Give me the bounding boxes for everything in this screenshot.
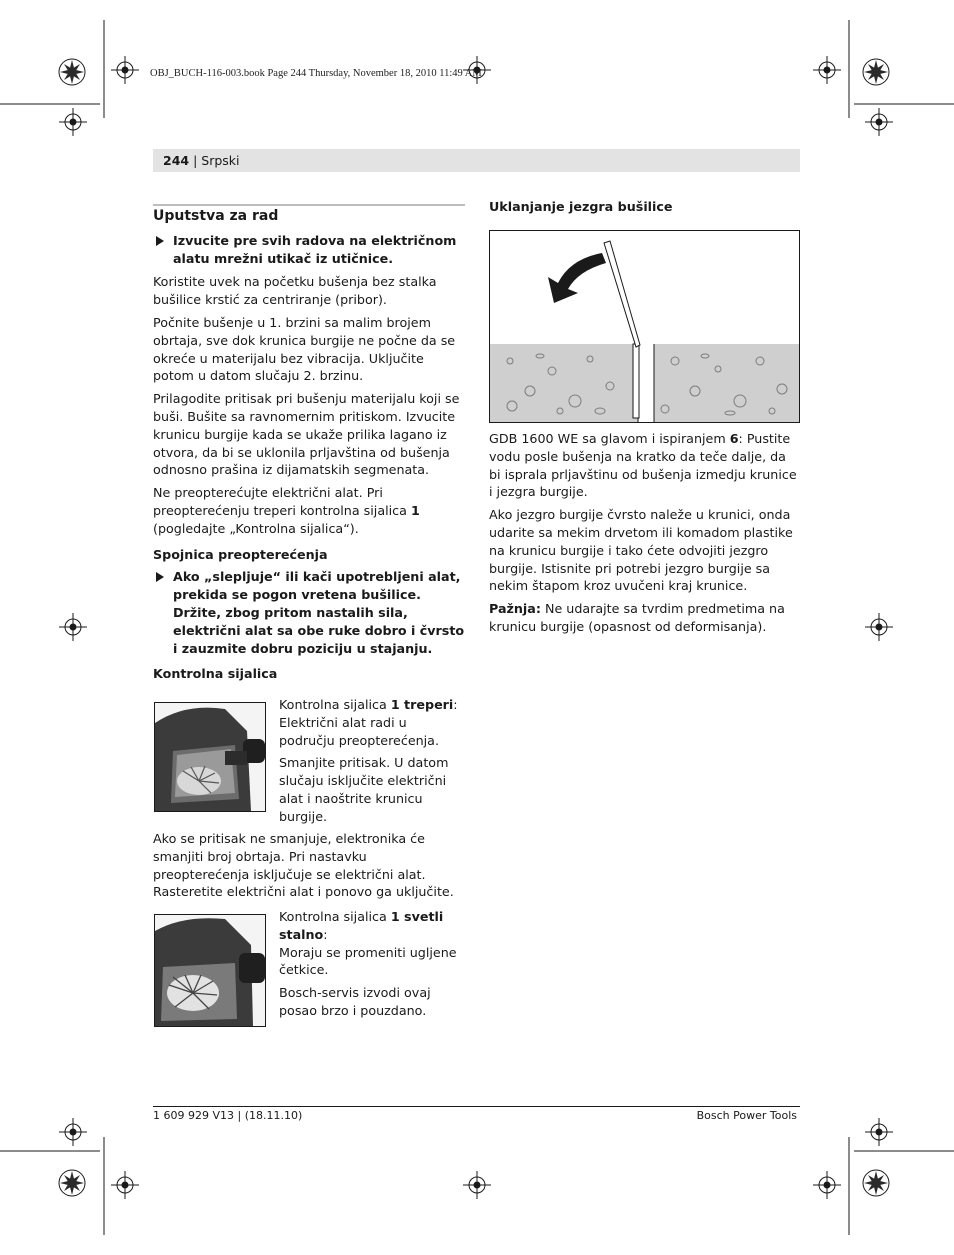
- paragraph-rinse: [489, 430, 801, 501]
- bullet-clutch-text: Ako „slepljuje“ ili kači upotrebljeni alat, prekida se pogon vretena bušilice. Držite, zbog pritom nastalih sila, električni alat sa obe ruke dobro i čvrsto i zauzmite dobru poziciju u stajanju.: [173, 569, 465, 656]
- lamp1-prefix: Kontrolna sijalica: [279, 697, 391, 712]
- indicator-steady-illustration: [154, 914, 266, 1027]
- subheading-indicator: Kontrolna sijalica: [153, 666, 278, 682]
- overload-text-2: (pogledajte „Kontrolna sijalica“).: [153, 520, 359, 536]
- indicator-blinking-action: Smanjite pritisak. U datom slučaju isključite električni alat i naoštrite krunicu burgije.: [279, 755, 449, 824]
- overload-ref: 1: [410, 502, 420, 518]
- tool-indicator-image: [155, 703, 265, 811]
- section-title: Uputstva za rad: [153, 208, 279, 224]
- bullet-arrow-icon: [156, 572, 164, 582]
- indicator-steady-action: Bosch-servis izvodi ovaj posao brzo i pouzdano.: [279, 985, 431, 1018]
- section-rule: [153, 204, 465, 206]
- right-column: [489, 430, 801, 641]
- core-removal-illustration: [489, 230, 800, 423]
- print-info: OBJ_BUCH-116-003.book Page 244 Thursday, November 18, 2010 11:49 AM: [150, 68, 482, 79]
- paragraph-core-stuck: Ako jezgro burgije čvrsto naleže u krunici, onda udarite sa mekim drvetom ili komadom plastike na krunicu burgije i tako ćete odvojiti jezgro burgije. Istisnite pri potrebi jezgro burgije sa nekim štapom kroz uvučeni kraj krunice.: [489, 507, 793, 594]
- page-number: 244: [163, 153, 190, 168]
- paragraph-overload: [153, 484, 465, 537]
- overload-text-1: Ne preopterećujte električni alat. Pri preopterećenju treperi kontrolna sijalica: [153, 485, 411, 518]
- bullet-unplug-text: Izvucite pre svih radova na električnom alatu mrežni utikač iz utičnice.: [173, 232, 457, 266]
- subheading-clutch: Spojnica preopterećenja: [153, 546, 328, 562]
- lamp1-suffix: :: [453, 697, 458, 712]
- paragraph-start-drilling: Počnite bušenje u 1. brzini sa malim brojem obrtaja, sve dok krunica burgije ne počne da se okreće u materijalu bez vibracija. Uključite potom u datom slučaju 2. brzinu.: [153, 314, 456, 384]
- lamp2-bold: 1 svetli stalno: [279, 909, 444, 942]
- lamp2-suffix: :: [323, 926, 328, 942]
- left-column: [153, 208, 465, 688]
- paragraph-electronics-text: Ako se pritisak ne smanjuje, elektronika će smanjiti broj obrtaja. Pri nastavku preopterećenja isključuje se električni alat. Rasteretite električni alat i ponovo ga uključite.: [153, 831, 454, 900]
- indicator-blinking-illustration: [154, 702, 266, 812]
- header-language: Srpski: [201, 153, 240, 168]
- lamp2-prefix: Kontrolna sijalica: [279, 909, 391, 924]
- indicator-blinking-label: [279, 696, 465, 714]
- footer-rule: [153, 1106, 800, 1107]
- rinse-ref: 6: [729, 431, 739, 446]
- core-removal-image: [490, 231, 799, 422]
- paragraph-electronics: [153, 830, 465, 906]
- caution-text: Ne udarajte sa tvrdim predmetima na krunicu burgije (opasnost od deformisanja).: [489, 601, 785, 634]
- bullet-clutch: [153, 568, 465, 657]
- indicator-steady-label: [279, 908, 465, 944]
- indicator-steady-desc: Moraju se promeniti ugljene četkice.: [279, 944, 457, 978]
- core-removal-heading: Uklanjanje jezgra bušilice: [489, 199, 673, 214]
- page-header-text: [163, 153, 240, 168]
- right-column-heading: [489, 198, 801, 221]
- footer-right: Bosch Power Tools: [696, 1109, 797, 1122]
- rinse-text-2: : Pustite vodu posle bušenja na kratko da teče dalje, da bi isprala prljavštinu od bušenja izmedju krunice i jezgra burgije.: [489, 431, 797, 500]
- indicator-steady-text: [279, 908, 465, 1025]
- tool-indicator-image-2: [155, 915, 265, 1026]
- paragraph-caution: [489, 600, 801, 636]
- header-separator: |: [189, 153, 202, 168]
- caution-label: Pažnja:: [489, 601, 541, 617]
- rinse-text-1: GDB 1600 WE sa glavom i ispiranjem: [489, 431, 730, 446]
- paragraph-centering: Koristite uvek na početku bušenja bez stalka bušilice krstić za centriranje (pribor).: [153, 274, 437, 308]
- paragraph-pressure: Prilagodite pritisak pri bušenju materijalu koji se buši. Bušite sa ravnomernim pritiskom. Izvucite krunicu burgije kada se ukaže prilika lagano iz otvora, da bi se uklonila prljavština od bušenja odnosno prašina iz dijamatskih segmenata.: [153, 391, 460, 478]
- bullet-unplug: [153, 232, 465, 268]
- footer-left: 1 609 929 V13 | (18.11.10): [153, 1109, 303, 1122]
- indicator-blinking-desc: Električni alat radi u području preopterećenja.: [279, 714, 439, 748]
- lamp1-bold: 1 treperi: [390, 697, 454, 712]
- page-header: [153, 149, 800, 172]
- bullet-arrow-icon: [156, 236, 164, 246]
- indicator-blinking-text: [279, 696, 465, 831]
